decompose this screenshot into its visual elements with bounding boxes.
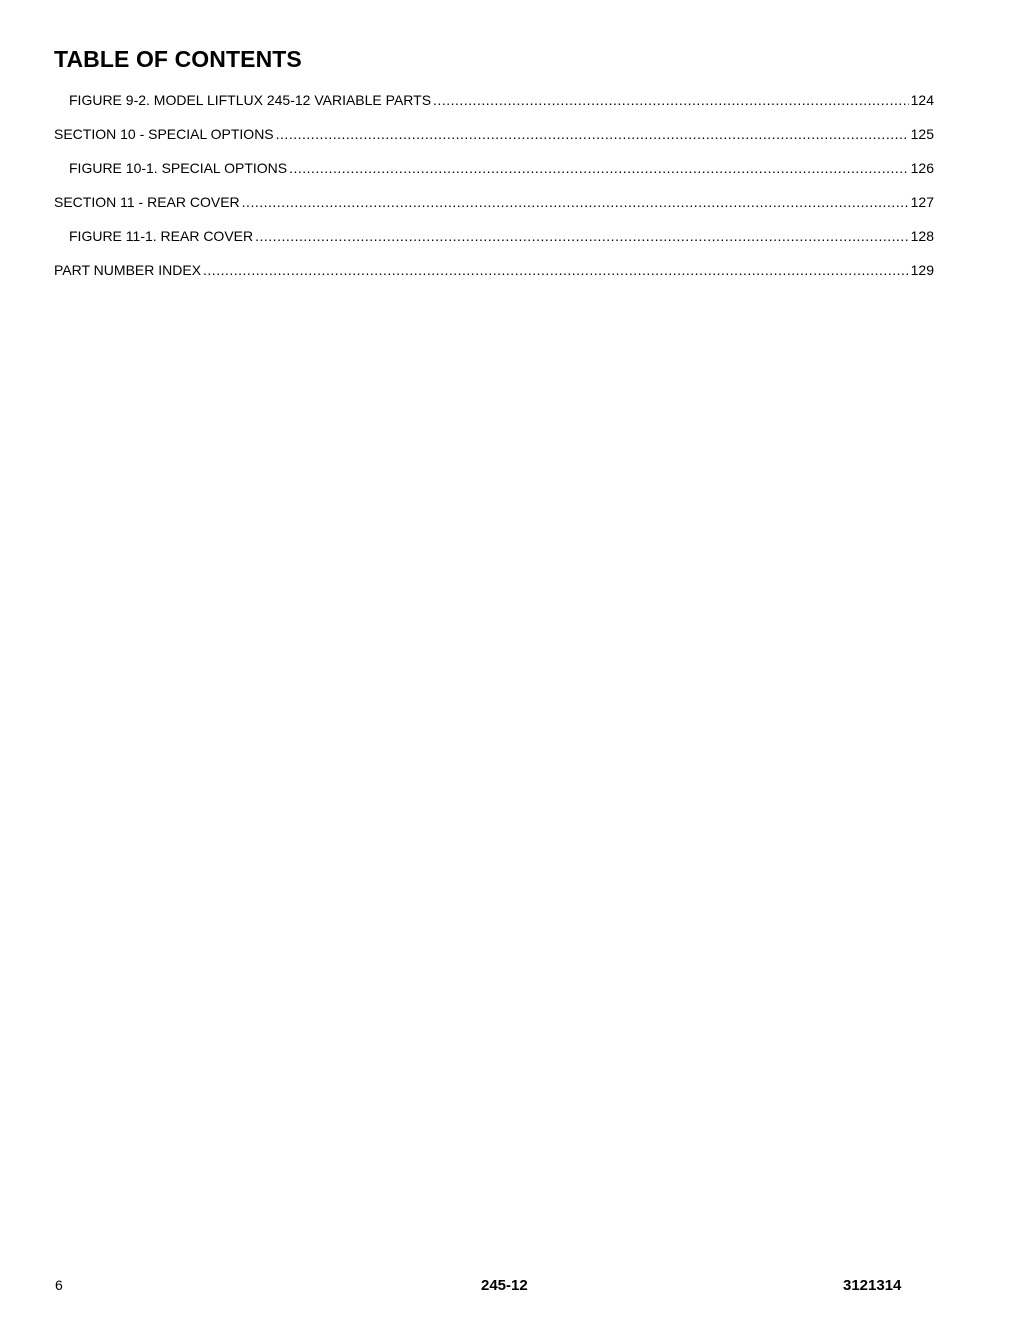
toc-dot-leader — [289, 158, 909, 178]
toc-entry-page: 124 — [910, 92, 934, 108]
toc-entry-page: 125 — [910, 126, 934, 142]
toc-entry-page: 128 — [910, 228, 934, 244]
footer-document-number: 3121314 — [843, 1277, 902, 1294]
toc-entry-label: FIGURE 11-1. REAR COVER — [69, 228, 254, 244]
toc-entry-label: FIGURE 9-2. MODEL LIFTLUX 245-12 VARIABLE PARTS — [69, 92, 432, 108]
toc-entry-page: 126 — [910, 160, 934, 176]
toc-dot-leader — [242, 192, 909, 212]
toc-entry-label: FIGURE 10-1. SPECIAL OPTIONS — [69, 160, 288, 176]
toc-entry-label: PART NUMBER INDEX — [54, 262, 202, 278]
toc-entry-page: 129 — [910, 262, 934, 278]
toc-entry-label: SECTION 10 - SPECIAL OPTIONS — [54, 126, 274, 142]
toc-dot-leader — [255, 226, 909, 246]
toc-dot-leader — [276, 124, 909, 144]
toc-entry-label: SECTION 11 - REAR COVER — [54, 194, 240, 210]
toc-entry-figure-10-1[interactable] — [54, 158, 934, 192]
footer-model: 245-12 — [481, 1277, 528, 1294]
toc-entry-section-11[interactable] — [54, 192, 934, 226]
toc-entry-figure-11-1[interactable] — [54, 226, 934, 260]
footer-page-number: 6 — [55, 1277, 63, 1293]
page-title: TABLE OF CONTENTS — [54, 46, 302, 72]
toc-entry-part-number-index[interactable] — [54, 260, 934, 294]
toc-dot-leader — [433, 90, 909, 110]
toc-dot-leader — [203, 260, 909, 280]
toc-entry-section-10[interactable] — [54, 124, 934, 158]
toc-entry-figure-9-2[interactable] — [54, 90, 934, 124]
table-of-contents — [54, 90, 934, 294]
toc-entry-page: 127 — [910, 194, 934, 210]
